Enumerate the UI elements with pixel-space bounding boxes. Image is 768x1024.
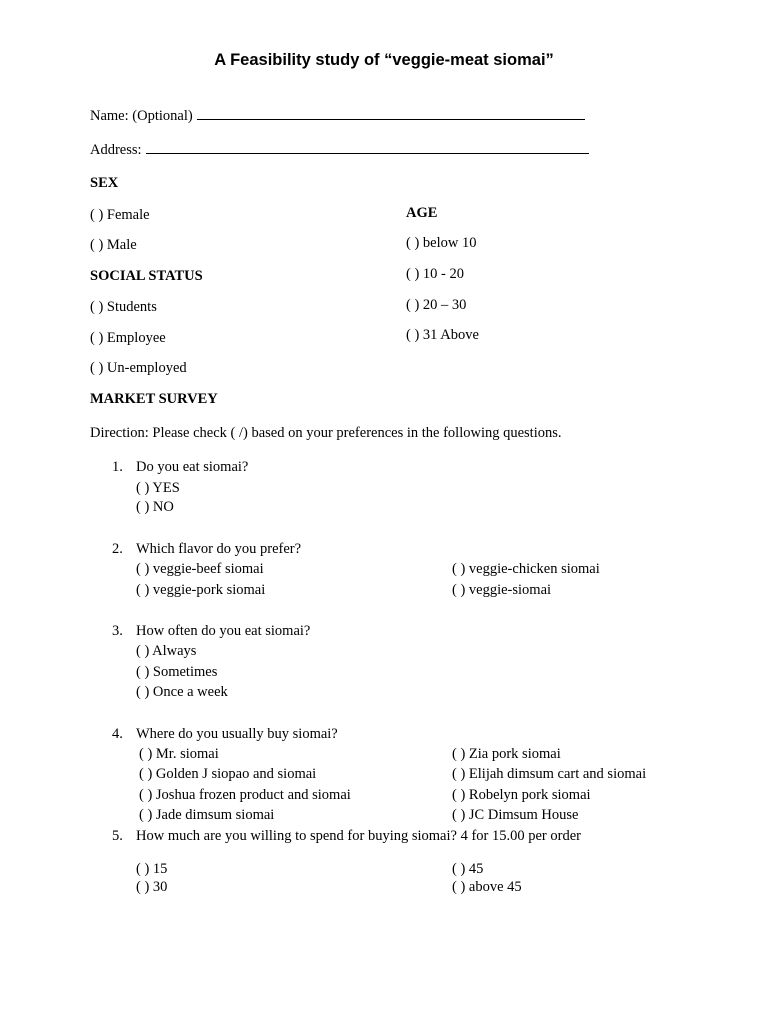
question-4-option-mr-siomai[interactable]: ( ) Mr. siomai <box>139 746 219 762</box>
question-4-text: Where do you usually buy siomai? <box>136 726 338 742</box>
question-3-option-once-a-week[interactable]: ( ) Once a week <box>136 684 228 700</box>
question-4-number: 4. <box>112 726 123 742</box>
age-option-20-30[interactable]: ( ) 20 – 30 <box>406 297 467 313</box>
age-option-10-20[interactable]: ( ) 10 - 20 <box>406 266 464 282</box>
question-5-option-30[interactable]: ( ) 30 <box>136 879 168 895</box>
question-2-option-veggie-pork[interactable]: ( ) veggie-pork siomai <box>136 582 266 598</box>
question-4-option-robelyn-pork[interactable]: ( ) Robelyn pork siomai <box>452 787 591 803</box>
question-4-option-zia-pork[interactable]: ( ) Zia pork siomai <box>452 746 561 762</box>
social-status-option-employee[interactable]: ( ) Employee <box>90 330 166 346</box>
question-5-option-45[interactable]: ( ) 45 <box>452 861 484 877</box>
sex-heading: SEX <box>90 175 119 191</box>
question-5-option-15[interactable]: ( ) 15 <box>136 861 168 877</box>
question-2-option-veggie-chicken[interactable]: ( ) veggie-chicken siomai <box>452 561 600 577</box>
address-label: Address: <box>90 142 142 158</box>
question-2-number: 2. <box>112 541 123 557</box>
question-3-number: 3. <box>112 623 123 639</box>
name-label: Name: (Optional) <box>90 108 193 124</box>
social-status-option-unemployed[interactable]: ( ) Un-employed <box>90 360 187 376</box>
sex-option-male[interactable]: ( ) Male <box>90 237 137 253</box>
question-1-text: Do you eat siomai? <box>136 459 249 475</box>
question-1-number: 1. <box>112 459 123 475</box>
market-survey-heading: MARKET SURVEY <box>90 391 218 407</box>
address-blank[interactable] <box>146 141 589 154</box>
question-3-option-sometimes[interactable]: ( ) Sometimes <box>136 664 218 680</box>
question-4-option-golden-j[interactable]: ( ) Golden J siopao and siomai <box>139 766 317 782</box>
question-5-number: 5. <box>112 828 123 844</box>
address-field[interactable] <box>90 141 589 158</box>
question-2-text: Which flavor do you prefer? <box>136 541 302 557</box>
page-title: A Feasibility study of “veggie-meat siomai” <box>214 51 554 69</box>
question-4-option-elijah-dimsum[interactable]: ( ) Elijah dimsum cart and siomai <box>452 766 647 782</box>
question-1-option-yes[interactable]: ( ) YES <box>136 480 180 496</box>
question-2-option-veggie-beef[interactable]: ( ) veggie-beef siomai <box>136 561 264 577</box>
question-4-option-joshua-frozen[interactable]: ( ) Joshua frozen product and siomai <box>139 787 351 803</box>
question-1-option-no[interactable]: ( ) NO <box>136 499 174 515</box>
question-4-option-jc-dimsum[interactable]: ( ) JC Dimsum House <box>452 807 579 823</box>
social-status-option-students[interactable]: ( ) Students <box>90 299 157 315</box>
question-5-option-above-45[interactable]: ( ) above 45 <box>452 879 522 895</box>
age-heading: AGE <box>406 205 438 221</box>
question-4-option-jade-dimsum[interactable]: ( ) Jade dimsum siomai <box>139 807 275 823</box>
question-3-text: How often do you eat siomai? <box>136 623 311 639</box>
name-field[interactable] <box>90 107 585 124</box>
question-3-option-always[interactable]: ( ) Always <box>136 643 197 659</box>
social-status-heading: SOCIAL STATUS <box>90 268 203 284</box>
age-option-31-above[interactable]: ( ) 31 Above <box>406 327 479 343</box>
question-5-text: How much are you willing to spend for buying siomai? 4 for 15.00 per order <box>136 828 581 844</box>
sex-option-female[interactable]: ( ) Female <box>90 207 150 223</box>
age-option-below-10[interactable]: ( ) below 10 <box>406 235 477 251</box>
market-survey-direction: Direction: Please check ( /) based on your preferences in the following questions. <box>90 425 562 441</box>
question-2-option-veggie-siomai[interactable]: ( ) veggie-siomai <box>452 582 552 598</box>
name-blank[interactable] <box>197 107 585 120</box>
